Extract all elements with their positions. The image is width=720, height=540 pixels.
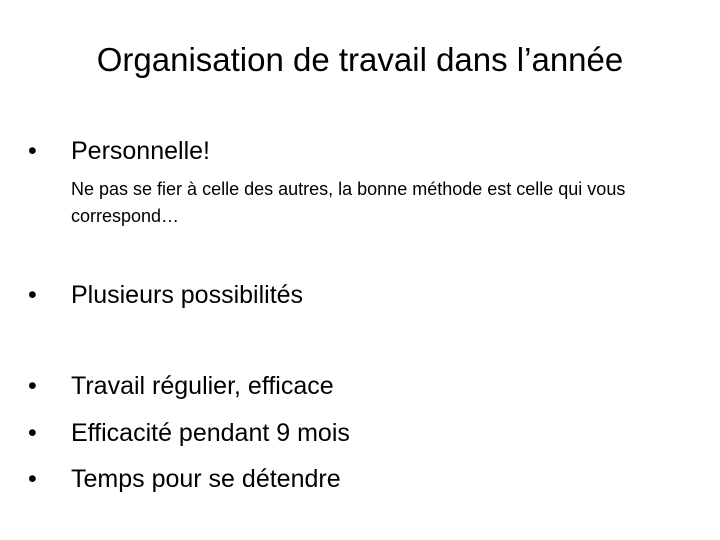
bullet-item xyxy=(28,462,341,496)
bullet-dot: • xyxy=(28,281,37,309)
bullet-label: Plusieurs possibilités xyxy=(71,281,304,309)
bullet-item xyxy=(28,134,210,168)
bullet-label: Personnelle! xyxy=(71,137,210,165)
bullet-item xyxy=(28,278,303,312)
bullet-dot: • xyxy=(28,465,37,493)
bullet-subtext: Ne pas se fier à celle des autres, la bonne méthode est celle qui vous correspond… xyxy=(71,179,626,226)
bullet-dot: • xyxy=(28,137,37,165)
bullet-item xyxy=(28,369,334,403)
slide-title: Organisation de travail dans l’année xyxy=(96,41,624,78)
bullet-item xyxy=(28,416,350,450)
bullet-label: Temps pour se détendre xyxy=(71,465,341,493)
bullet-label: Travail régulier, efficace xyxy=(71,372,334,400)
bullet-label: Efficacité pendant 9 mois xyxy=(71,419,350,447)
bullet-dot: • xyxy=(28,419,37,447)
bullet-dot: • xyxy=(28,372,37,400)
